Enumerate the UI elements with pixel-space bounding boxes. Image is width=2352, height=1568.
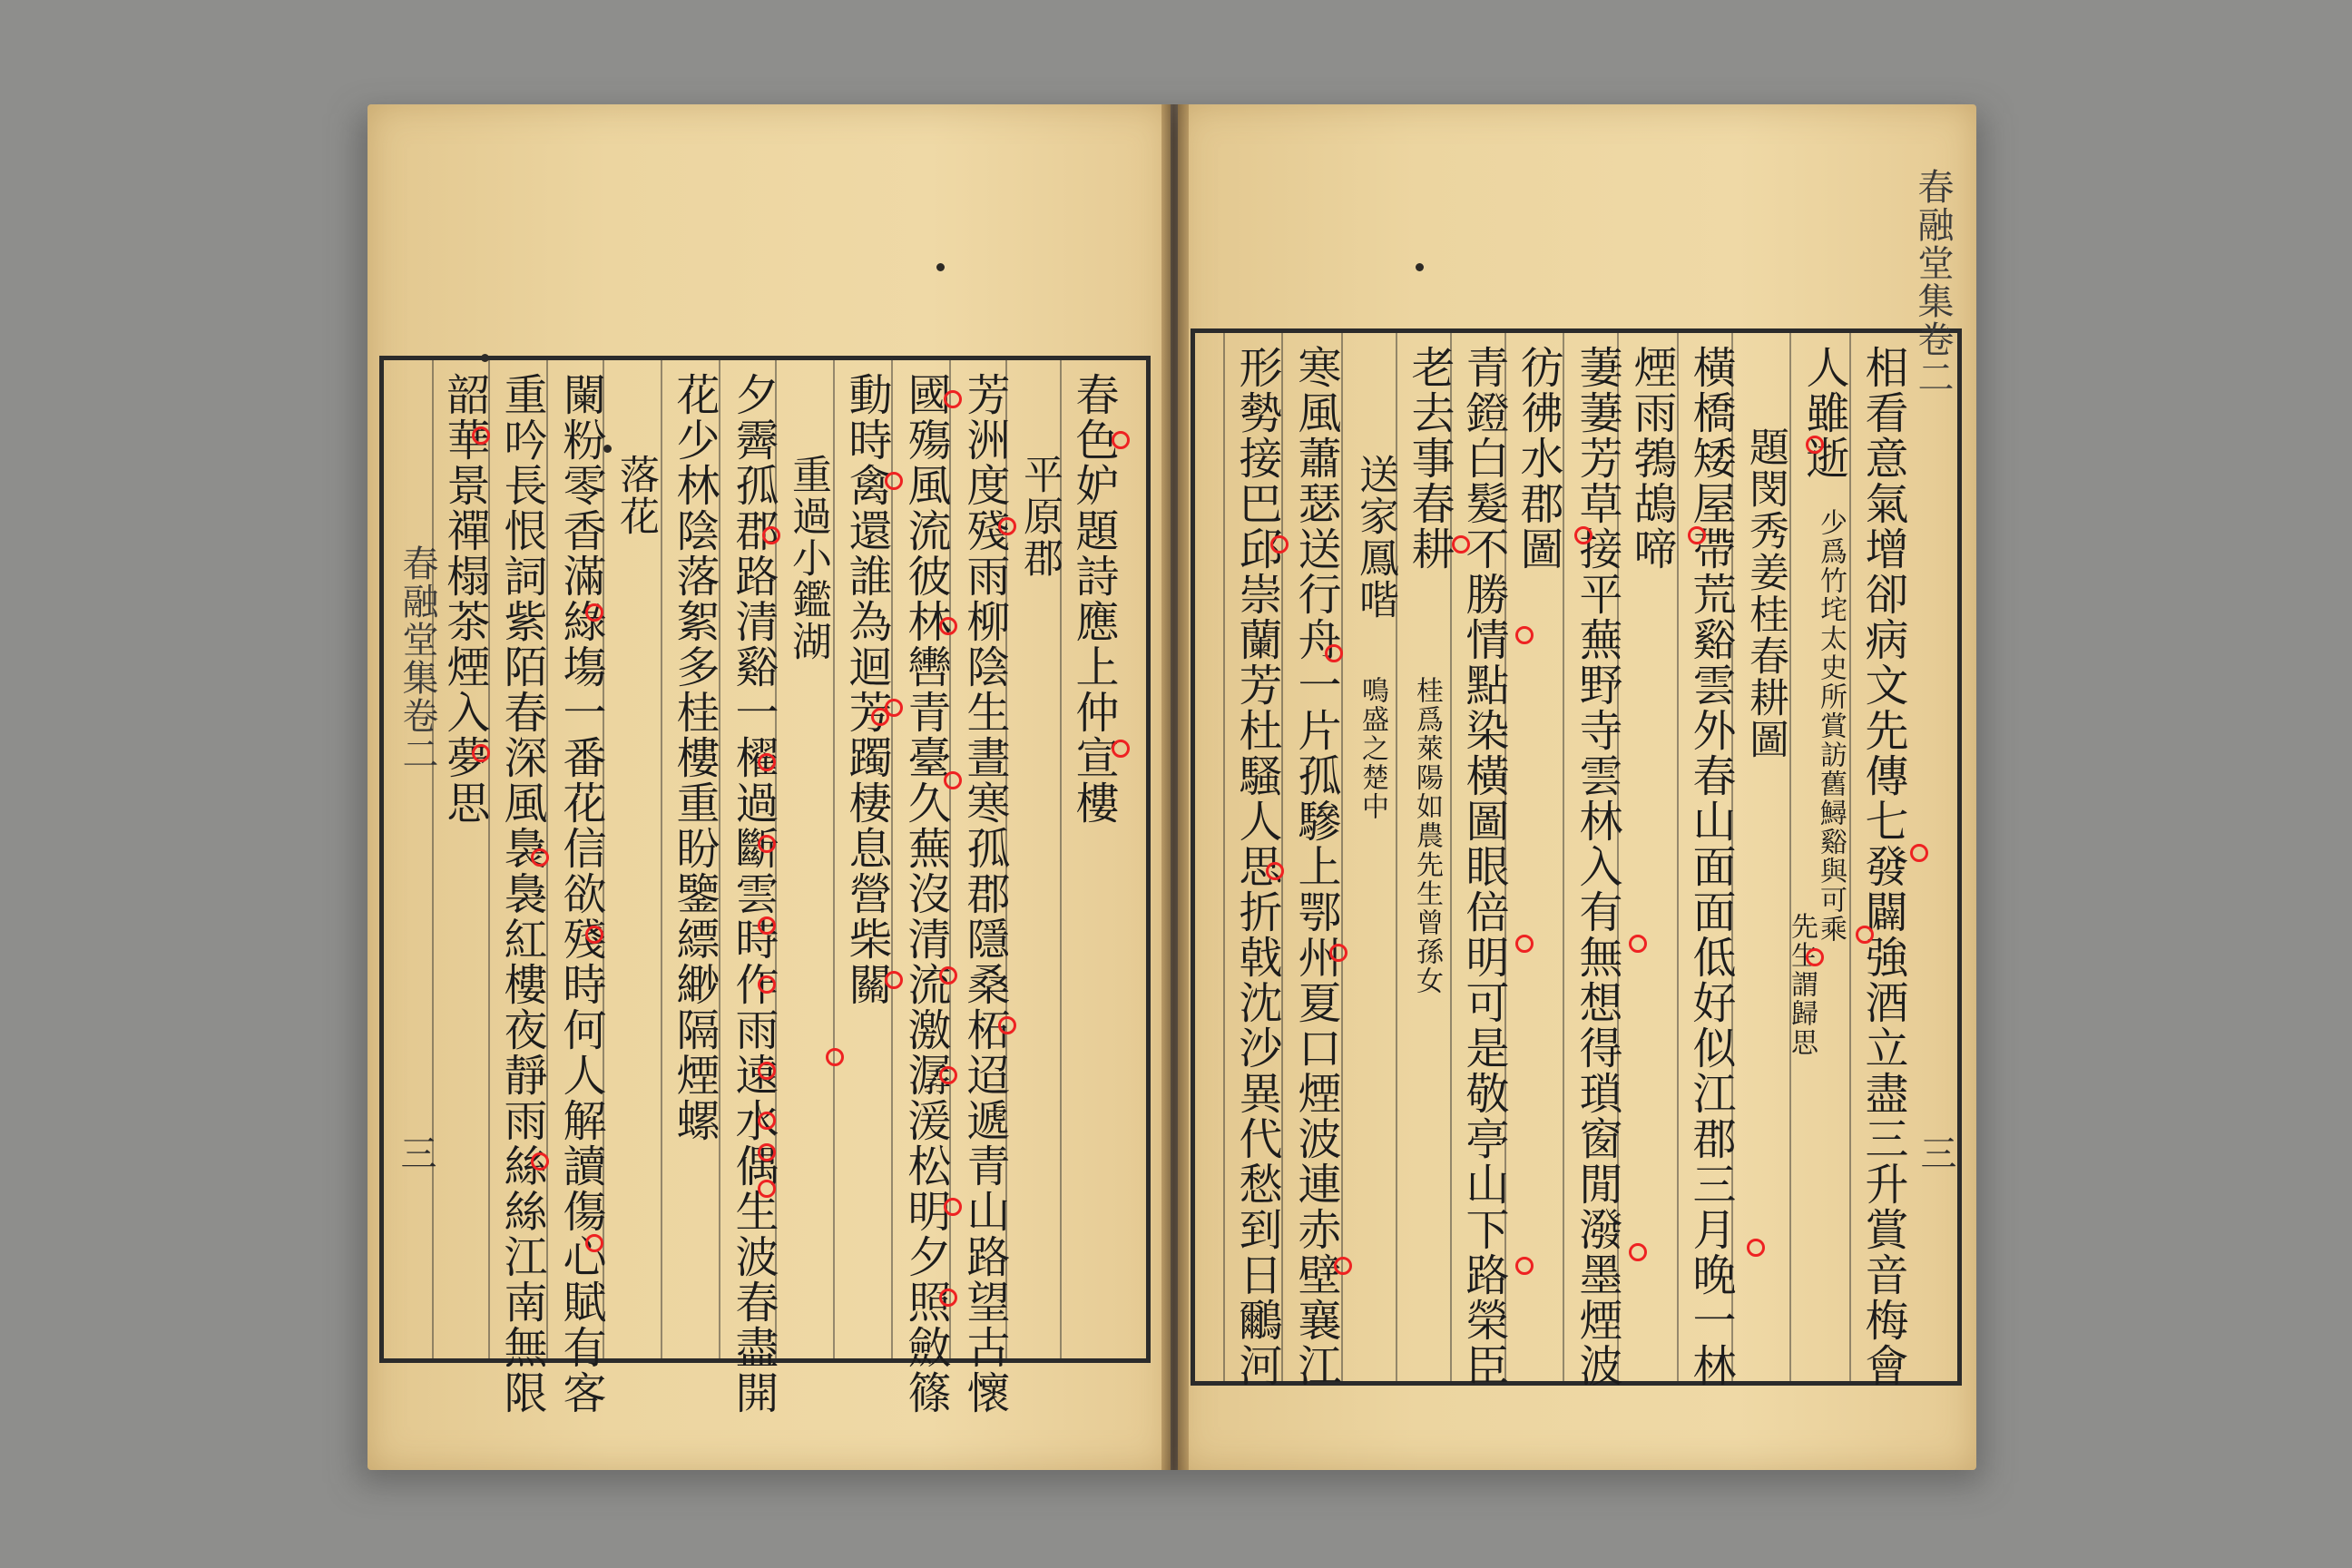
red-punctuation-mark (939, 966, 957, 985)
red-punctuation-mark (1515, 935, 1534, 953)
column-rule (1060, 360, 1062, 1358)
red-punctuation-mark (1329, 944, 1348, 962)
red-punctuation-mark (1629, 1243, 1647, 1261)
red-punctuation-mark (1747, 1239, 1765, 1257)
red-punctuation-mark (758, 1180, 776, 1198)
red-punctuation-mark (472, 744, 490, 762)
red-punctuation-mark (531, 848, 549, 867)
column-rule (432, 360, 434, 1358)
red-punctuation-mark (1515, 1257, 1534, 1275)
left-col-7: 夕霽孤郡路清谿一櫂過斷雲時作雨遠水偶生波春盡開 (728, 372, 779, 1416)
right-col-6: 萋萋芳草接平蕪野寺雲林入有無想得瑣窗閒潑墨煙波 (1572, 345, 1622, 1388)
left-col-3: 芳洲度殘雨柳陰生晝寒孤郡隱桑柘迢遞青山路望古懷 (959, 372, 1010, 1416)
red-punctuation-mark (944, 1198, 962, 1216)
left-page-number: 三 (395, 1134, 436, 1171)
column-rule (1563, 333, 1564, 1381)
red-punctuation-mark (758, 753, 776, 771)
right-col-3: 題閔秀姜桂春耕圖 (1742, 426, 1788, 760)
red-punctuation-mark (1270, 535, 1289, 554)
right-col-4: 橫橋矮屋帶荒谿雲外春山面面低好似江郡三月晚一林 (1685, 345, 1736, 1388)
red-punctuation-mark (939, 1289, 957, 1307)
red-punctuation-mark (758, 835, 776, 853)
column-rule (1281, 333, 1283, 1381)
red-punctuation-mark (944, 390, 962, 408)
red-punctuation-mark (1325, 644, 1343, 662)
red-punctuation-mark (1452, 535, 1470, 554)
right-col-2-note-a: 少爲竹垞太史所賞訪舊鱘谿與可乘 (1815, 508, 1847, 944)
red-punctuation-mark (939, 1066, 957, 1084)
book-gutter (1161, 104, 1189, 1470)
column-rule (1005, 360, 1007, 1358)
right-col-1: 相看意氣增卻病文先傳七發闢強酒立盡三升賞音梅會 (1857, 345, 1908, 1388)
left-col-12: 韶華景禪榻茶煙入夢思 (439, 372, 490, 826)
red-punctuation-mark (585, 603, 603, 622)
left-col-2: 平原郡 (1016, 454, 1063, 579)
right-col-8: 青鐙白髮不勝情點染橫圖眼倍明可是敬亭山下路榮臣 (1458, 345, 1509, 1388)
red-punctuation-mark (826, 1048, 844, 1066)
red-punctuation-mark (1910, 844, 1928, 862)
red-punctuation-mark (1266, 862, 1284, 880)
column-rule (603, 360, 604, 1358)
left-col-4: 國殤風流彼林轡青臺久蕪沒清流激潺湲松明夕照斂篠 (900, 372, 951, 1416)
red-punctuation-mark (1688, 526, 1706, 544)
right-col-12: 形勢接巴邱崇蘭芳杜騷人思折戟沈沙異代愁到日鸍河 (1231, 345, 1282, 1388)
left-col-11: 重吟長恨詞紫陌春深風裊裊紅樓夜靜雨絲絲江南無限 (496, 372, 547, 1416)
red-punctuation-mark (762, 526, 780, 544)
column-rule (1341, 333, 1343, 1381)
left-col-5: 動時禽還誰為迴芳躅棲息營柴關 (841, 372, 892, 1007)
red-punctuation-mark (885, 971, 903, 989)
left-col-8: 花少林陰落絮多桂樓重盼鑒縹緲隔煙螺 (669, 372, 720, 1143)
right-col-11: 寒風蕭瑟送行舟一片孤驂上鄂州夏口煙波連赤壁襄江 (1290, 345, 1341, 1388)
left-col-1: 春色妒題詩應上仲宣樓 (1068, 372, 1119, 826)
left-col-9: 落花 (612, 454, 659, 537)
column-rule (1396, 333, 1397, 1381)
column-rule (1504, 333, 1506, 1381)
column-rule (1849, 333, 1851, 1381)
thread-hole (936, 263, 945, 271)
red-punctuation-mark (585, 926, 603, 944)
right-margin-title: 春融堂集卷二 (1912, 168, 1954, 397)
column-rule (719, 360, 720, 1358)
red-punctuation-mark (758, 1062, 776, 1080)
column-rule (488, 360, 490, 1358)
red-punctuation-mark (1806, 948, 1824, 966)
red-punctuation-mark (871, 708, 889, 726)
red-punctuation-mark (1574, 526, 1592, 544)
red-punctuation-mark (585, 1234, 603, 1252)
red-punctuation-mark (758, 916, 776, 935)
red-punctuation-mark (1112, 740, 1130, 758)
column-rule (775, 360, 777, 1358)
right-col-9-note: 桂爲萊陽如農先生曾孫女 (1411, 676, 1443, 995)
red-punctuation-mark (1806, 436, 1824, 454)
red-punctuation-mark (472, 426, 490, 445)
column-rule (1450, 333, 1452, 1381)
column-rule (1617, 333, 1619, 1381)
column-rule (1677, 333, 1679, 1381)
thread-hole (1416, 263, 1424, 271)
column-rule (1789, 333, 1791, 1381)
left-col-6: 重過小鑑湖 (785, 454, 831, 662)
red-punctuation-mark (944, 771, 962, 789)
red-punctuation-mark (998, 1016, 1016, 1034)
red-punctuation-mark (1112, 431, 1130, 449)
red-punctuation-mark (885, 472, 903, 490)
left-margin-title: 春融堂集卷二 (397, 544, 438, 773)
right-col-7: 彷彿水郡圖 (1513, 345, 1563, 572)
red-punctuation-mark (1856, 926, 1874, 944)
red-punctuation-mark (939, 617, 957, 635)
right-col-2-note-b: 先生謂歸思 (1786, 912, 1818, 1057)
red-punctuation-mark (758, 1143, 776, 1161)
column-rule (891, 360, 893, 1358)
red-punctuation-mark (1334, 1257, 1352, 1275)
right-col-9: 老去事春耕 (1404, 345, 1455, 572)
right-page-number: 三 (1915, 1134, 1956, 1171)
column-rule (661, 360, 662, 1358)
red-punctuation-mark (758, 975, 776, 994)
red-punctuation-mark (1515, 626, 1534, 644)
column-rule (1223, 333, 1225, 1381)
right-col-10-note: 鳴盛之楚中 (1357, 676, 1388, 821)
right-col-10: 送家鳳喈 (1352, 454, 1398, 621)
right-col-2: 人雖逝 (1798, 345, 1849, 481)
red-punctuation-mark (998, 517, 1016, 535)
column-rule (833, 360, 835, 1358)
right-col-5: 煙雨鵓鴣啼 (1626, 345, 1677, 572)
red-punctuation-mark (531, 1152, 549, 1171)
red-punctuation-mark (1629, 935, 1647, 953)
red-punctuation-mark (758, 1112, 776, 1130)
left-col-10: 闌粉零香滿綠塲一番花信欲殘時何人解讀傷心賦有客 (555, 372, 606, 1416)
column-rule (1731, 333, 1733, 1381)
